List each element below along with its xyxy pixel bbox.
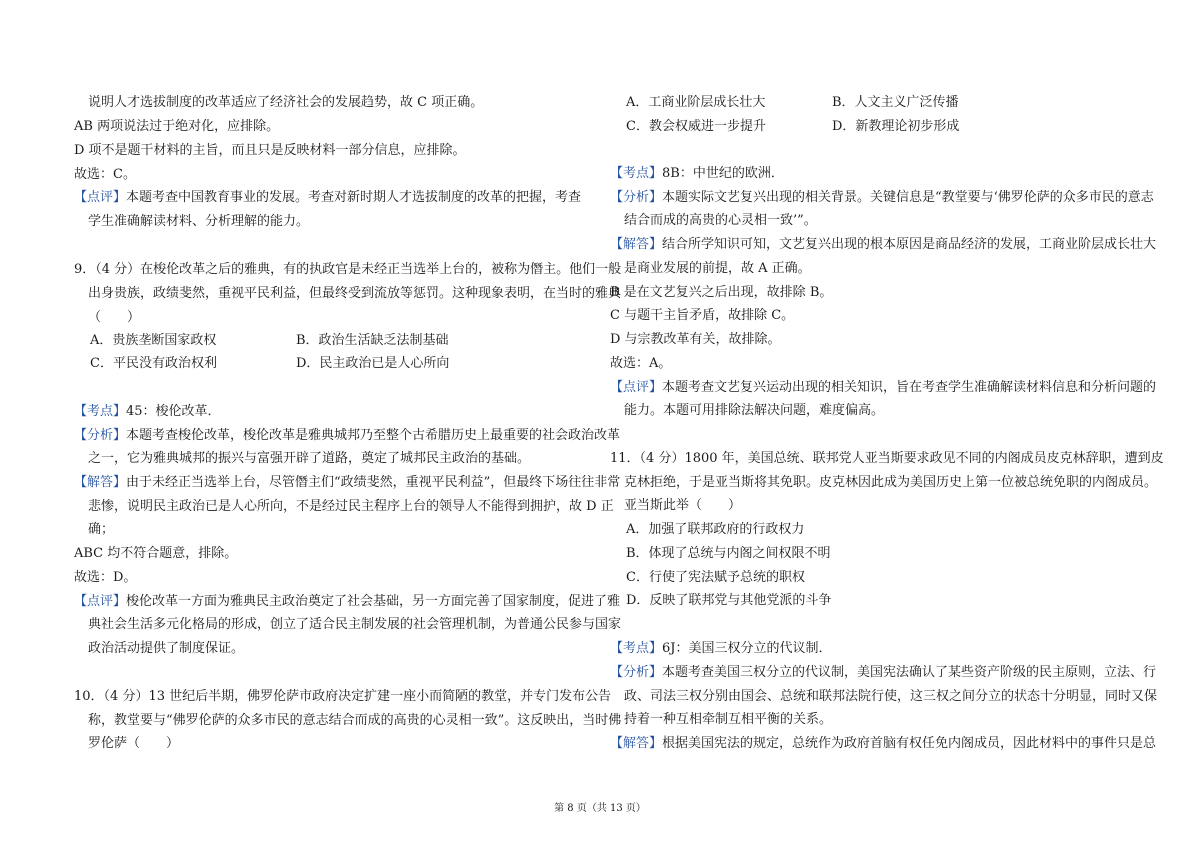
analysis-tag: 【分析】 — [74, 428, 127, 443]
point-text: 8B：中世纪的欧洲． — [662, 166, 784, 181]
q10-analysis — [610, 190, 1154, 206]
solution-text: 结合所学知识可知，文艺复兴出现的根本原因是商品经济的发展，工商业阶层成长壮大 — [662, 237, 1157, 252]
q11-solution — [610, 736, 1156, 752]
review-tag: 【点评】 — [74, 594, 127, 609]
analysis-tag: 【分析】 — [610, 190, 663, 205]
q10-exclude-d: D 与宗教改革有关，故排除。 — [610, 332, 781, 347]
q10-stem: 10．（4 分）13 世纪后半期，佛罗伦萨市政府决定扩建一座小而简陋的教堂，并专门发布公告 — [74, 689, 612, 704]
q11-analysis — [610, 665, 1156, 681]
q10-stem-cont-2: 罗伦萨（ ） — [88, 736, 180, 751]
q10-option-d: D．新教理论初步形成 — [832, 119, 960, 134]
q9-solution-cont: 悲惨，说明民主政治已是人心所向，不是经过民主程序上台的领导人不能得到拥护，故 D 正 — [88, 499, 614, 514]
q9-analysis — [74, 428, 620, 444]
solution-tag: 【解答】 — [74, 475, 127, 490]
q10-exclude-b: B 是在文艺复兴之后出现，故排除 B。 — [610, 285, 833, 300]
q10-exclude-c: C 与题干主旨矛盾，故排除 C。 — [610, 308, 795, 323]
q10-analysis-cont: 结合而成的高贵的心灵相一致’”。 — [624, 213, 817, 228]
q9-option-b: B．政治生活缺乏法制基础 — [296, 333, 449, 348]
point-text: 45：梭伦改革． — [126, 404, 221, 419]
analysis-text: 本题实际文艺复兴出现的相关背景。关键信息是“教堂要与‘佛罗伦萨的众多市民的意志 — [662, 190, 1154, 205]
analysis-tag: 【分析】 — [610, 665, 663, 680]
q9-review-cont: 典社会生活多元化格局的形成，创立了适合民主制发展的社会管理机制，为普通公民参与国家 — [88, 617, 622, 632]
q9-stem: 9．（4 分）在梭伦改革之后的雅典，有的执政官是未经正当选举上台的，被称为僭主。他们一般 — [74, 262, 622, 277]
q9-point — [74, 404, 221, 420]
q9-option-c: C．平民没有政治权利 — [90, 356, 217, 371]
q11-stem-cont-2: 亚当斯此举（ ） — [624, 498, 742, 513]
q11-option-a: A．加强了联邦政府的行政权力 — [626, 522, 805, 537]
q11-analysis-cont-2: 持着一种互相牵制互相平衡的关系。 — [624, 712, 833, 727]
q9-exclude: ABC 均不符合题意，排除。 — [74, 546, 238, 561]
q11-option-c: C．行使了宪法赋予总统的职权 — [626, 570, 805, 585]
review-text: 本题考查文艺复兴运动出现的相关知识，旨在考查学生准确解读材料信息和分析问题的 — [662, 380, 1157, 395]
point-tag: 【考点】 — [610, 641, 663, 656]
q9-option-d: D．民主政治已是人心所向 — [296, 356, 450, 371]
q9-analysis-cont: 之一，它为雅典城邦的振兴与富强开辟了道路，奠定了城邦民主政治的基础。 — [88, 451, 531, 466]
analysis-text: 本题考查美国三权分立的代议制，美国宪法确认了某些资产阶级的民主原则，立法、行 — [662, 665, 1157, 680]
q11-option-b: B．体现了总统与内阁之间权限不明 — [626, 546, 831, 561]
review-tag: 【点评】 — [74, 190, 127, 205]
q11-option-d: D．反映了联邦党与其他党派的斗争 — [626, 593, 832, 608]
q9-stem-cont: 出身贵族，政绩斐然，重视平民利益，但最终受到流放等惩罚。这种现象表明，在当时的雅典 — [88, 286, 622, 301]
q9-answer: 故选：D。 — [74, 570, 137, 585]
q11-point — [610, 641, 832, 657]
solution-tag: 【解答】 — [610, 237, 663, 252]
solution-text: 由于未经正当选举上台，尽管僭主们“政绩斐然，重视平民利益”，但最终下场往往非常 — [126, 475, 621, 490]
q10-option-b: B．人文主义广泛传播 — [832, 95, 959, 110]
q11-analysis-cont: 政、司法三权分别由国会、总统和联邦法院行使，这三权之间分立的状态十分明显，同时又保 — [624, 689, 1158, 704]
prev-question-explanation-line: 说明人才选拔制度的改革适应了经济社会的发展趋势，故 C 项正确。 — [88, 95, 484, 110]
q11-stem: 11．（4 分）1800 年，美国总统、联邦党人亚当斯要求政见不同的内阁成员皮克林辞职，遭到皮 — [610, 451, 1164, 466]
q9-stem-blank: （ ） — [88, 310, 141, 325]
q9-review-cont-2: 政治活动提供了制度保证。 — [88, 641, 245, 656]
q11-stem-cont: 克林拒绝，于是亚当斯将其免职。皮克林因此成为美国历史上第一位被总统免职的内阁成员。 — [624, 475, 1158, 490]
q10-option-a: A．工商业阶层成长壮大 — [626, 95, 766, 110]
q10-review-cont: 能力。本题可用排除法解决问题，难度偏高。 — [624, 403, 885, 418]
q10-option-c: C．教会权威进一步提升 — [626, 119, 766, 134]
q10-review — [610, 380, 1156, 396]
prev-question-exclude-ab: AB 两项说法过于绝对化，应排除。 — [74, 119, 280, 134]
review-tag: 【点评】 — [610, 380, 663, 395]
q10-solution — [610, 237, 1156, 253]
prev-question-answer: 故选：C。 — [74, 167, 136, 182]
prev-question-review-cont: 学生准确解读材料、分析理解的能力。 — [88, 214, 310, 229]
q10-answer: 故选：A。 — [610, 356, 672, 371]
q9-solution — [74, 475, 620, 491]
q9-solution-cont-2: 确； — [88, 522, 115, 537]
q9-option-a: A．贵族垄断国家政权 — [90, 333, 217, 348]
q10-stem-cont: 称，教堂要与“佛罗伦萨的众多市民的意志结合而成的高贵的心灵相一致”。这反映出，当时佛 — [88, 713, 622, 728]
review-text: 梭伦改革一方面为雅典民主政治奠定了社会基础，另一方面完善了国家制度，促进了雅 — [126, 594, 621, 609]
prev-question-exclude-d: D 项不是题干材料的主旨，而且只是反映材料一部分信息，应排除。 — [74, 143, 466, 158]
solution-text: 根据美国宪法的规定，总统作为政府首脑有权任免内阁成员，因此材料中的事件只是总 — [662, 736, 1157, 751]
solution-tag: 【解答】 — [610, 736, 663, 751]
q10-point — [610, 166, 784, 182]
review-text: 本题考查中国教育事业的发展。考查对新时期人才选拔制度的改革的把握，考查 — [126, 190, 582, 205]
prev-question-review — [74, 190, 581, 206]
point-tag: 【考点】 — [74, 404, 127, 419]
page-footer: 第 8 页（共 13 页） — [554, 803, 646, 814]
point-text: 6J：美国三权分立的代议制． — [662, 641, 832, 656]
point-tag: 【考点】 — [610, 166, 663, 181]
q9-review — [74, 594, 620, 610]
analysis-text: 本题考查梭伦改革，梭伦改革是雅典城邦乃至整个古希腊历史上最重要的社会政治改革 — [126, 428, 621, 443]
q10-solution-cont: 是商业发展的前提，故 A 正确。 — [624, 261, 811, 276]
